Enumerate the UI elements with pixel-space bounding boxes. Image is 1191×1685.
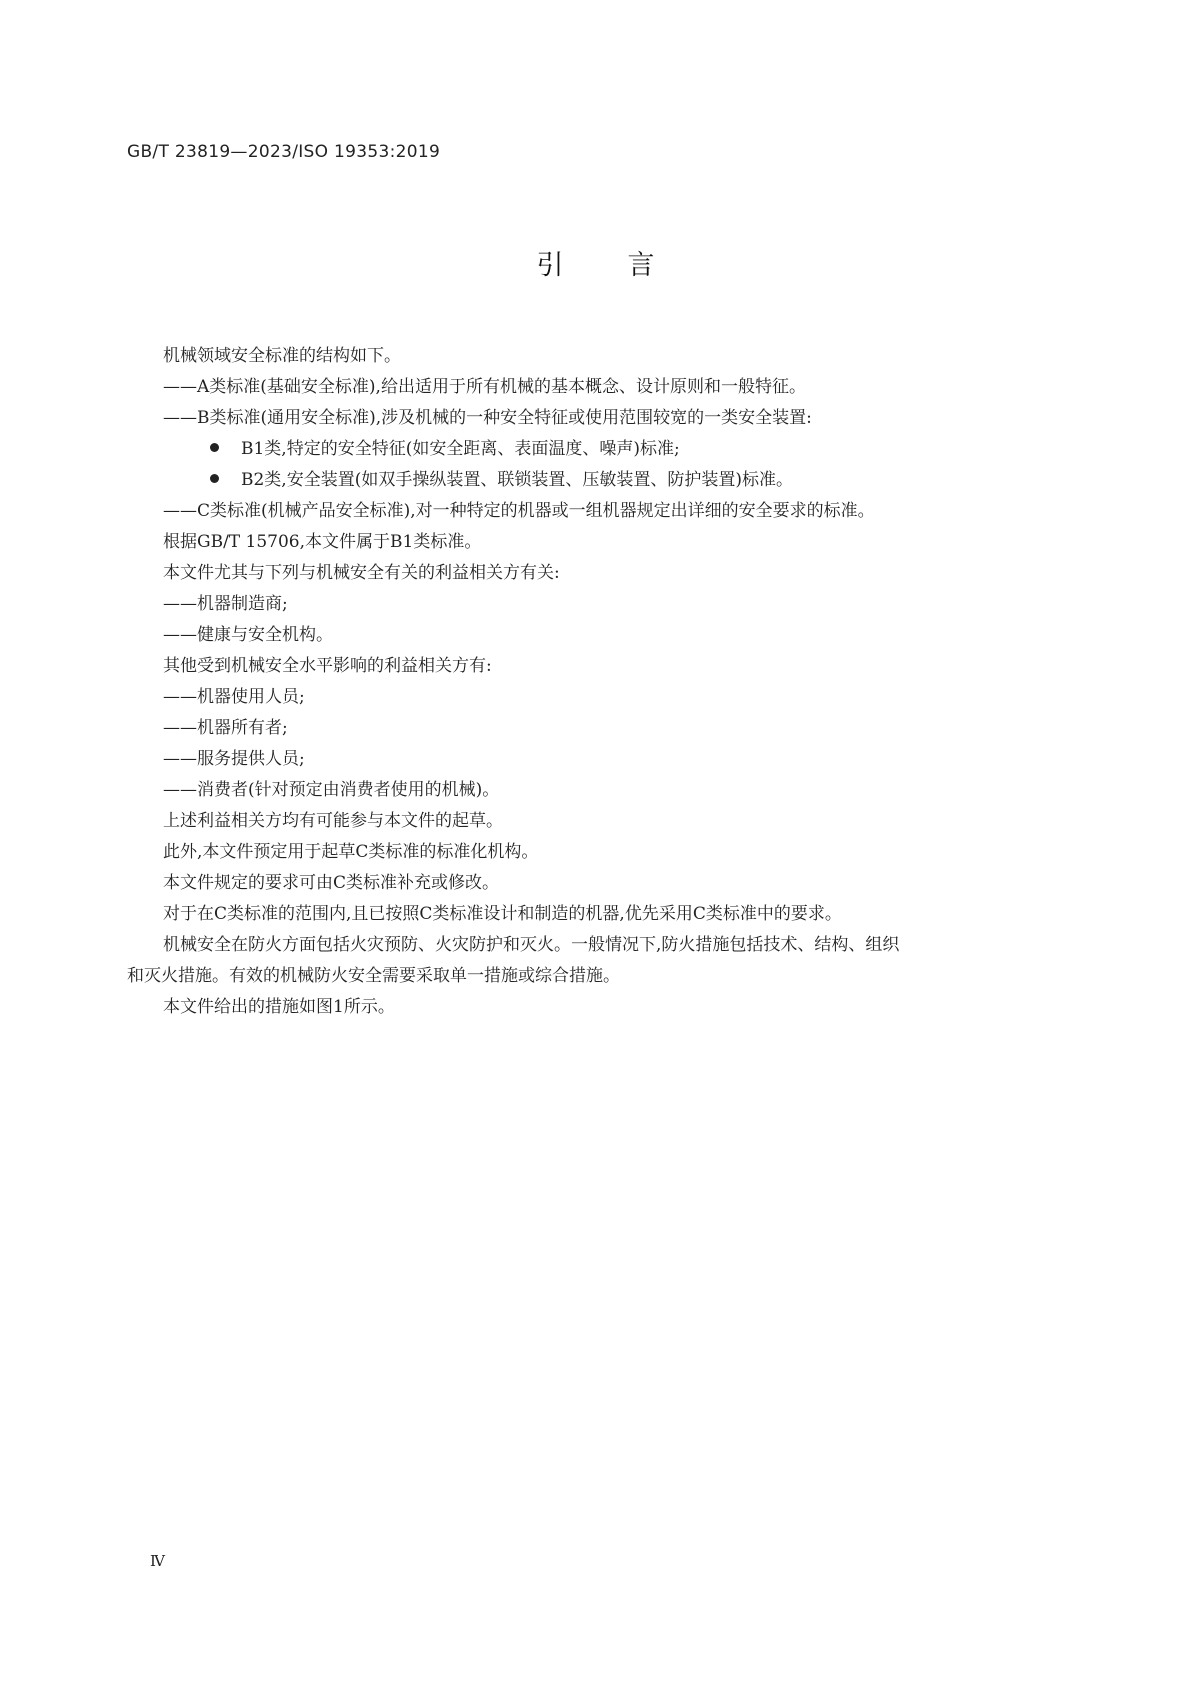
paragraph-line [127, 868, 1062, 899]
paragraph-line [127, 744, 1062, 775]
bullet-dot-icon [210, 474, 219, 483]
paragraph-line [127, 527, 1062, 558]
paragraph-line [127, 403, 1062, 434]
paragraph-text: ——A类标准(基础安全标准),给出适用于所有机械的基本概念、设计原则和一般特征。 [163, 377, 806, 397]
paragraph-text: B2类,安全装置(如双手操纵装置、联锁装置、压敏装置、防护装置)标准。 [241, 470, 793, 490]
paragraph-text: ——服务提供人员; [163, 749, 305, 769]
paragraph-text: 其他受到机械安全水平影响的利益相关方有: [163, 656, 492, 676]
paragraph-text: 上述利益相关方均有可能参与本文件的起草。 [163, 811, 503, 831]
paragraph-text: ——C类标准(机械产品安全标准),对一种特定的机器或一组机器规定出详细的安全要求的标准。 [163, 501, 875, 521]
paragraph-text: B1类,特定的安全特征(如安全距离、表面温度、噪声)标准; [241, 439, 680, 459]
paragraph-line [127, 620, 1062, 651]
paragraph-text: ——健康与安全机构。 [163, 625, 333, 645]
paragraph-line [127, 558, 1062, 589]
paragraph-line [127, 496, 1062, 527]
page-title: 引言 [536, 250, 719, 281]
standard-code-header: GB/T 23819—2023/ISO 19353:2019 [127, 142, 441, 162]
bullet-item [127, 434, 1062, 465]
paragraph-line [127, 775, 1062, 806]
paragraph-text: ——机器所有者; [163, 718, 288, 738]
paragraph-line [127, 837, 1062, 868]
paragraph-text: 本文件给出的措施如图1所示。 [163, 997, 395, 1017]
paragraph-line [127, 961, 1062, 992]
paragraph-line [127, 713, 1062, 744]
paragraph-line [127, 589, 1062, 620]
paragraph-line [127, 372, 1062, 403]
paragraph-line [127, 682, 1062, 713]
paragraph-line [127, 651, 1062, 682]
paragraph-line [127, 806, 1062, 837]
paragraph-text: ——机器使用人员; [163, 687, 305, 707]
paragraph-text: 对于在C类标准的范围内,且已按照C类标准设计和制造的机器,优先采用C类标准中的要求。 [163, 904, 842, 924]
paragraph-text: 本文件尤其与下列与机械安全有关的利益相关方有关: [163, 563, 560, 583]
introduction-body [127, 341, 1062, 1023]
paragraph-text: ——消费者(针对预定由消费者使用的机械)。 [163, 780, 500, 800]
paragraph-line [127, 992, 1062, 1023]
paragraph-line [127, 899, 1062, 930]
paragraph-line [127, 341, 1062, 372]
paragraph-text: 机械安全在防火方面包括火灾预防、火灾防护和灭火。一般情况下,防火措施包括技术、结构、组织 [163, 935, 900, 955]
paragraph-line [127, 930, 1062, 961]
bullet-item [127, 465, 1062, 496]
paragraph-text: 此外,本文件预定用于起草C类标准的标准化机构。 [163, 842, 539, 862]
paragraph-text: ——B类标准(通用安全标准),涉及机械的一种安全特征或使用范围较宽的一类安全装置: [163, 408, 812, 428]
paragraph-text: ——机器制造商; [163, 594, 288, 614]
paragraph-text: 根据GB/T 15706,本文件属于B1类标准。 [163, 532, 482, 552]
paragraph-text: 机械领域安全标准的结构如下。 [163, 346, 401, 366]
bullet-dot-icon [210, 443, 219, 452]
page-number: Ⅳ [150, 1552, 165, 1570]
paragraph-text: 和灭火措施。有效的机械防火安全需要采取单一措施或综合措施。 [127, 966, 620, 986]
paragraph-text: 本文件规定的要求可由C类标准补充或修改。 [163, 873, 500, 893]
